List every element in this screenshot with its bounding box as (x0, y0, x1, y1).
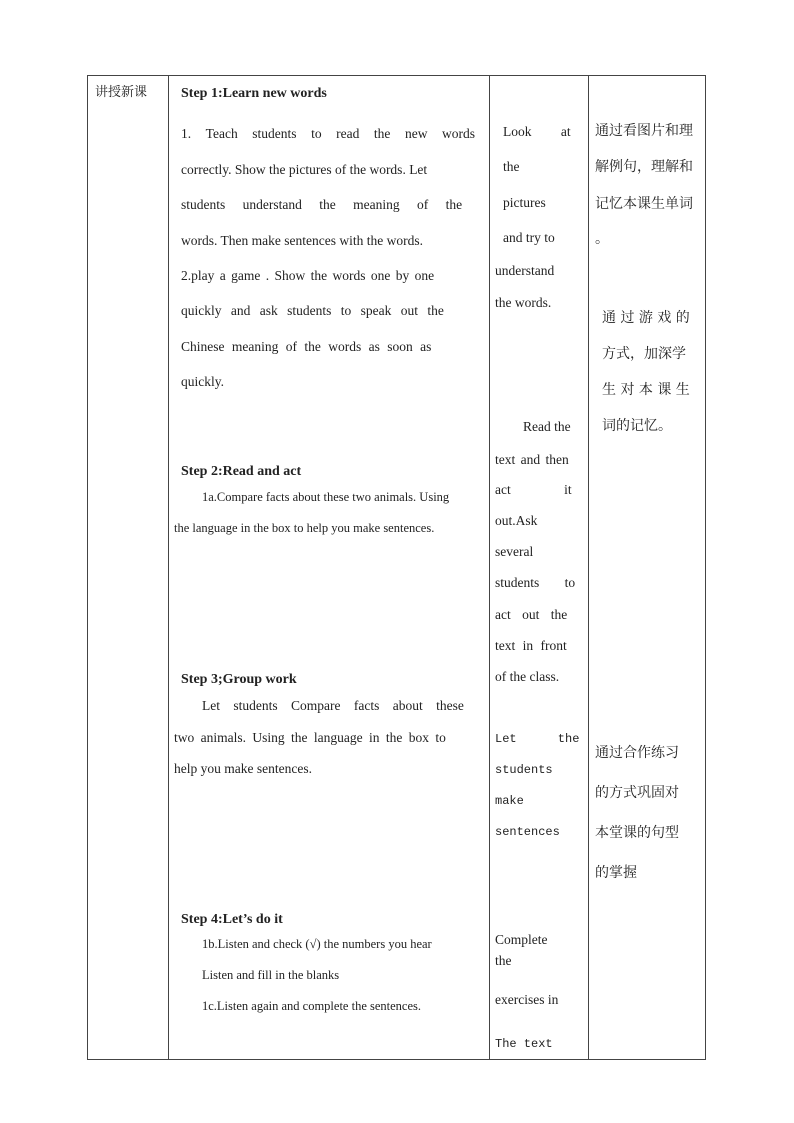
step-4-line-3: 1c.Listen again and complete the sentences. (202, 999, 422, 1013)
step-2-title: Step 2:Read and act (181, 464, 302, 479)
word: 1. (181, 126, 192, 141)
step-1-line-4: words. Then make sentences with the words. (181, 233, 423, 248)
activity-1-line-5: understand (495, 263, 555, 278)
step-4-line-1: 1b.Listen and check (√) the numbers you hear (202, 937, 432, 951)
activity-4-line-1: Complete (495, 932, 548, 947)
purpose-2-line-4: 词的记忆。 (602, 418, 672, 434)
purpose-2-line-2: 方式，加深学 (602, 346, 686, 362)
column-divider (588, 76, 589, 1059)
step-1-line-7: Chinese meaning of the words as soon as (181, 339, 432, 354)
word: to (311, 126, 322, 141)
lesson-table (87, 75, 706, 1060)
activity-2-line-6: students to (495, 575, 576, 590)
word: new (404, 126, 428, 141)
step-1-line-6: quickly and ask students to speak out the (181, 303, 444, 318)
column-divider (168, 76, 169, 1059)
activity-2-line-9: of the class. (495, 669, 560, 684)
word: students (252, 126, 297, 141)
purpose-2-line-3: 生 对 本 课 生 (602, 382, 690, 398)
activity-2-line-2: text and then (495, 452, 569, 467)
step-3-title: Step 3;Group work (181, 672, 297, 687)
step-3-line-1: Let students Compare facts about these (202, 698, 464, 713)
activity-3-line-3: make (495, 794, 524, 808)
activity-3-line-2: students (495, 763, 553, 777)
activity-4-line-2: the (495, 953, 512, 968)
purpose-2-line-1: 通 过 游 戏 的 (602, 310, 690, 326)
word: Teach (205, 126, 238, 141)
word: read (336, 126, 360, 141)
step-4-line-2: Listen and fill in the blanks (202, 968, 340, 982)
purpose-1-line-1: 通过看图片和理 (595, 123, 693, 139)
word: the (373, 126, 391, 141)
step-3-line-3: help you make sentences. (174, 761, 312, 776)
purpose-3-line-4: 的掌握 (595, 865, 637, 881)
activity-1-line-1: Look at (503, 124, 571, 139)
step-1-line-3: students understand the meaning of the (181, 197, 463, 212)
activity-2-line-7: act out the (495, 607, 568, 622)
purpose-3-line-2: 的方式巩固对 (595, 785, 679, 801)
activity-2-line-8: text in front (495, 638, 567, 653)
step-1-line-5: 2.play a game . Show the words one by one (181, 268, 435, 283)
step-4-title: Step 4:Let’s do it (181, 912, 283, 927)
purpose-3-line-3: 本堂课的句型 (595, 825, 679, 841)
activity-2-line-4: out.Ask (495, 513, 538, 528)
activity-1-line-2: the (503, 159, 520, 174)
column-divider (489, 76, 490, 1059)
step-3-line-2: two animals. Using the language in the box to (174, 730, 446, 745)
step-1-title: Step 1:Learn new words (181, 86, 327, 101)
activity-4-line-3: exercises in (495, 992, 559, 1007)
step-1-line-2: correctly. Show the pictures of the words. Let (181, 162, 428, 177)
purpose-1-line-2: 解例句，理解和 (595, 159, 693, 175)
step-2-line-1: 1a.Compare facts about these two animals. Using (202, 490, 450, 504)
purpose-1-line-4: 。 (595, 231, 609, 247)
activity-4-line-4: The text (495, 1037, 553, 1051)
activity-2-line-5: several (495, 544, 534, 559)
activity-1-line-3: pictures (503, 195, 546, 210)
step-1-line-8: quickly. (181, 374, 224, 389)
section-label: 讲授新课 (95, 85, 148, 100)
activity-1-line-6: the words. (495, 295, 552, 310)
activity-3-line-4: sentences (495, 825, 560, 839)
word: words (442, 126, 475, 141)
step-2-line-2: the language in the box to help you make sentences. (174, 521, 435, 535)
activity-2-line-3: act it (495, 482, 572, 497)
step-1-line-1 (181, 126, 475, 142)
activity-1-line-4: and try to (503, 230, 555, 245)
purpose-3-line-1: 通过合作练习 (595, 745, 679, 761)
purpose-1-line-3: 记忆本课生单词 (595, 196, 693, 212)
activity-2-line-1: Read the (523, 419, 571, 434)
activity-3-line-1: Let the (495, 732, 580, 746)
